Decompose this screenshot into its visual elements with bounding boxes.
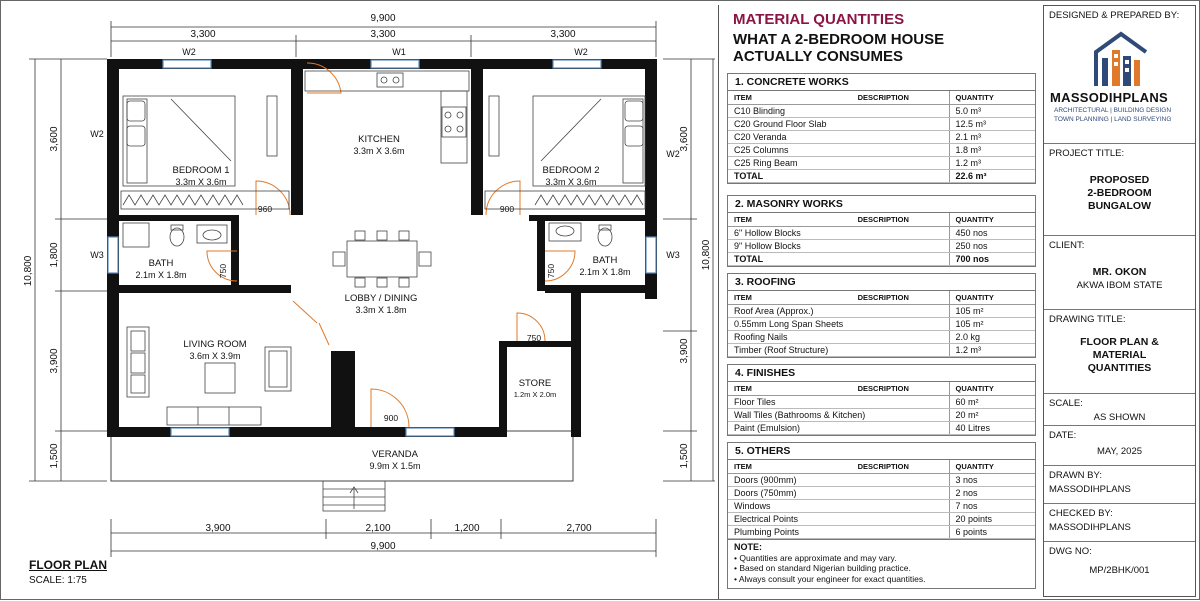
row-qty: 3 nos [949, 473, 1035, 486]
dim-left-2: 1,800 [49, 242, 60, 268]
row-item: Windows [728, 499, 949, 512]
room-kitchen-name: KITCHEN [358, 134, 400, 145]
table-row [728, 317, 1035, 330]
section-others [727, 442, 1036, 540]
dim-bottom-3: 1,200 [454, 523, 480, 534]
row-qty: 20 points [949, 512, 1035, 525]
roofing-table [728, 291, 1035, 357]
table-row [728, 343, 1035, 356]
col-qty: QUANTITY [949, 382, 1035, 395]
total-row [728, 169, 1035, 182]
row-item: Roofing Nails [728, 330, 949, 343]
row-item: 6" Hollow Blocks [728, 226, 949, 239]
section-others-heading: 5. OTHERS [728, 443, 1035, 460]
col-desc: DESCRIPTION [818, 91, 949, 104]
col-item: ITEM [728, 91, 818, 104]
room-bedroom2-size: 3.3m X 3.6m [545, 177, 597, 187]
dim-right-total: 10,800 [701, 239, 712, 271]
section-finishes [727, 364, 1036, 436]
row-qty: 1.8 m³ [949, 143, 1035, 156]
row-item: 9" Hollow Blocks [728, 239, 949, 252]
project-label: PROJECT TITLE: [1049, 148, 1125, 159]
drawing-line1: FLOOR PLAN & [1080, 336, 1159, 348]
table-row [728, 525, 1035, 538]
room-bedroom1-size: 3.3m X 3.6m [175, 177, 227, 187]
dim-top-3: 3,300 [550, 29, 576, 40]
total-value: 700 nos [949, 252, 1035, 265]
row-item: C25 Columns [728, 143, 949, 156]
title-block [1043, 5, 1196, 597]
client-label: CLIENT: [1049, 240, 1085, 251]
drawing-line3: QUANTITIES [1087, 362, 1152, 374]
total-label: TOTAL [728, 169, 949, 182]
checked-label: CHECKED BY: [1049, 508, 1113, 519]
client-line2: AKWA IBOM STATE [1076, 280, 1163, 291]
row-item: Plumbing Points [728, 525, 949, 538]
row-item: Floor Tiles [728, 395, 949, 408]
row-qty: 250 nos [949, 239, 1035, 252]
row-qty: 60 m² [949, 395, 1035, 408]
room-lobby-name: LOBBY / DINING [344, 293, 418, 304]
room-bath2-name: BATH [592, 255, 618, 266]
left-dimensions [23, 59, 107, 481]
finishes-table [728, 382, 1035, 435]
room-bedroom2-name: BEDROOM 2 [542, 165, 600, 176]
room-veranda-size: 9.9m X 1.5m [369, 461, 421, 471]
client-block [1044, 236, 1195, 310]
col-qty: QUANTITY [949, 91, 1035, 104]
company-logo-icon [1092, 30, 1150, 88]
section-concrete [727, 73, 1036, 184]
room-lobby-size: 3.3m X 1.8m [355, 305, 407, 315]
dim-left-1: 3,600 [49, 126, 60, 152]
table-row [728, 104, 1035, 117]
plan-title: FLOOR PLAN [29, 558, 107, 572]
scale-value: AS SHOWN [1093, 412, 1146, 423]
window-w2-right: W2 [574, 47, 588, 57]
dim-bottom-4: 2,700 [566, 523, 592, 534]
date-label: DATE: [1049, 430, 1077, 441]
company-sub-line1: ARCHITECTURAL | BUILDING DESIGN [1054, 107, 1172, 114]
row-qty: 12.5 m³ [949, 117, 1035, 130]
table-row [728, 486, 1035, 499]
concrete-table [728, 91, 1035, 183]
door-750-bath1: 750 [218, 263, 228, 279]
section-masonry-heading: 2. MASONRY WORKS [728, 196, 1035, 213]
dim-bottom-1: 3,900 [205, 523, 231, 534]
col-qty: QUANTITY [949, 213, 1035, 226]
material-quantities-panel [718, 5, 1043, 599]
row-item: C20 Veranda [728, 130, 949, 143]
company-subtitle [1054, 106, 1171, 124]
drawing-title-block [1044, 310, 1195, 394]
table-row [728, 117, 1035, 130]
veranda-slab [111, 431, 573, 481]
section-roofing-heading: 3. ROOFING [728, 274, 1035, 291]
material-subtitle-line2: ACTUALLY CONSUMES [733, 48, 904, 65]
section-finishes-heading: 4. FINISHES [728, 365, 1035, 382]
table-row [728, 499, 1035, 512]
note-line: • Based on standard Nigerian building practice. [734, 563, 911, 573]
col-item: ITEM [728, 460, 818, 473]
note-line: • Quantities are approximate and may vary. [734, 552, 897, 563]
dim-bottom-total: 9,900 [370, 541, 396, 552]
masonry-table [728, 213, 1035, 266]
drawing-title [1044, 336, 1195, 375]
scale-label: SCALE: [1049, 398, 1083, 409]
table-row [728, 330, 1035, 343]
company-name: MASSODIHPLANS [1050, 90, 1169, 105]
others-table [728, 460, 1035, 539]
notes-title: NOTE: [734, 542, 762, 552]
room-bedroom1-name: BEDROOM 1 [172, 165, 230, 176]
col-qty: QUANTITY [949, 291, 1035, 304]
dim-right-3: 3,900 [679, 338, 690, 364]
row-qty: 5.0 m³ [949, 104, 1035, 117]
drawn-label: DRAWN BY: [1049, 470, 1102, 481]
dim-bottom-2: 2,100 [365, 523, 391, 534]
checked-value: MASSODIHPLANS [1049, 522, 1131, 533]
row-item: Wall Tiles (Bathrooms & Kitchen) [728, 408, 949, 421]
total-label: TOTAL [728, 252, 949, 265]
window-w3-right: W3 [666, 250, 680, 260]
room-store-name: STORE [518, 378, 552, 389]
col-desc: DESCRIPTION [818, 460, 949, 473]
table-row [728, 304, 1035, 317]
material-subtitle-line1: WHAT A 2-BEDROOM HOUSE [733, 31, 945, 48]
table-row [728, 156, 1035, 169]
row-item: Doors (750mm) [728, 486, 949, 499]
dwg-block [1044, 542, 1195, 598]
designed-label: DESIGNED & PREPARED BY: [1049, 10, 1180, 21]
col-item: ITEM [728, 291, 818, 304]
veranda-steps [323, 481, 385, 511]
table-row [728, 421, 1035, 434]
row-item: Timber (Roof Structure) [728, 343, 949, 356]
right-dimensions [663, 59, 715, 481]
row-item: Doors (900mm) [728, 473, 949, 486]
row-qty: 450 nos [949, 226, 1035, 239]
table-row [728, 395, 1035, 408]
row-qty: 20 m² [949, 408, 1035, 421]
table-row [728, 143, 1035, 156]
door-swings [207, 63, 575, 427]
dim-top-2: 3,300 [370, 29, 396, 40]
row-item: C20 Ground Floor Slab [728, 117, 949, 130]
project-block [1044, 144, 1195, 236]
section-roofing [727, 273, 1036, 358]
project-title [1044, 174, 1195, 213]
dim-left-total: 10,800 [23, 255, 34, 287]
row-qty: 1.2 m³ [949, 156, 1035, 169]
designer-block [1044, 6, 1195, 144]
company-sub-line2: TOWN PLANNING | LAND SURVEYING [1054, 116, 1172, 123]
row-qty: 2.1 m³ [949, 130, 1035, 143]
row-qty: 105 m² [949, 317, 1035, 330]
window-w2-side-right: W2 [666, 149, 680, 159]
furniture [121, 71, 645, 425]
checked-block [1044, 504, 1195, 542]
dim-right-1: 3,600 [679, 126, 690, 152]
row-qty: 1.2 m³ [949, 343, 1035, 356]
dim-top-1: 3,300 [190, 29, 216, 40]
drawn-value: MASSODIHPLANS [1049, 484, 1131, 495]
door-900-entry: 900 [383, 413, 399, 423]
table-row [728, 130, 1035, 143]
room-bath1-name: BATH [148, 258, 174, 269]
room-store-size: 1.2m X 2.0m [513, 390, 557, 399]
col-item: ITEM [728, 213, 818, 226]
material-title: MATERIAL QUANTITIES [733, 11, 905, 28]
floor-plan-drawing [1, 1, 716, 601]
dwg-value: MP/2BHK/001 [1089, 565, 1150, 576]
col-desc: DESCRIPTION [818, 382, 949, 395]
table-row [728, 473, 1035, 486]
client-name [1044, 266, 1195, 292]
material-subtitle [733, 31, 1033, 65]
col-desc: DESCRIPTION [818, 213, 949, 226]
window-w2-left: W2 [182, 47, 196, 57]
door-960: 960 [257, 204, 273, 214]
bottom-dimensions [111, 519, 656, 557]
date-value: MAY, 2025 [1096, 446, 1143, 457]
row-qty: 40 Litres [949, 421, 1035, 434]
total-value: 22.6 m³ [949, 169, 1035, 182]
table-row [728, 226, 1035, 239]
table-row [728, 512, 1035, 525]
table-row [728, 408, 1035, 421]
room-living-size: 3.6m X 3.9m [189, 351, 241, 361]
row-item: Electrical Points [728, 512, 949, 525]
door-900-bed2: 900 [499, 204, 515, 214]
project-line1: PROPOSED [1089, 174, 1150, 186]
row-qty: 105 m² [949, 304, 1035, 317]
window-w2-side-left: W2 [90, 129, 104, 139]
note-line: • Always consult your engineer for exact quantities. [734, 573, 926, 584]
door-750-bath2: 750 [546, 263, 556, 279]
row-qty: 7 nos [949, 499, 1035, 512]
row-qty: 2 nos [949, 486, 1035, 499]
room-living-name: LIVING ROOM [183, 339, 247, 350]
drawn-block [1044, 466, 1195, 504]
project-line2: 2-BEDROOM [1087, 187, 1152, 199]
col-qty: QUANTITY [949, 460, 1035, 473]
row-qty: 6 points [949, 525, 1035, 538]
total-row [728, 252, 1035, 265]
row-item: 0.55mm Long Span Sheets [728, 317, 949, 330]
dim-left-4: 1,500 [49, 443, 60, 469]
col-item: ITEM [728, 382, 818, 395]
scale-block [1044, 394, 1195, 426]
section-masonry [727, 195, 1036, 267]
room-bath2-size: 2.1m X 1.8m [579, 267, 631, 277]
drawing-title-label: DRAWING TITLE: [1049, 314, 1126, 325]
dim-right-4: 1,500 [679, 443, 690, 469]
project-line3: BUNGALOW [1088, 200, 1151, 212]
dim-left-3: 3,900 [49, 348, 60, 374]
room-kitchen-size: 3.3m X 3.6m [353, 146, 405, 156]
section-concrete-heading: 1. CONCRETE WORKS [728, 74, 1035, 91]
plan-scale: SCALE: 1:75 [29, 575, 87, 586]
notes-box [727, 539, 1036, 589]
row-item: C10 Blinding [728, 104, 949, 117]
dwg-label: DWG NO: [1049, 546, 1092, 557]
room-veranda-name: VERANDA [372, 449, 418, 460]
window-w1: W1 [392, 47, 406, 57]
walls [107, 59, 657, 437]
dim-top-total: 9,900 [370, 13, 396, 24]
row-item: Paint (Emulsion) [728, 421, 949, 434]
col-desc: DESCRIPTION [818, 291, 949, 304]
drawing-line2: MATERIAL [1092, 349, 1147, 361]
row-item: C25 Ring Beam [728, 156, 949, 169]
date-block [1044, 426, 1195, 466]
row-item: Roof Area (Approx.) [728, 304, 949, 317]
table-row [728, 239, 1035, 252]
row-qty: 2.0 kg [949, 330, 1035, 343]
door-750-store: 750 [526, 333, 542, 343]
window-w3-left: W3 [90, 250, 104, 260]
client-line1: MR. OKON [1092, 266, 1147, 278]
room-bath1-size: 2.1m X 1.8m [135, 270, 187, 280]
